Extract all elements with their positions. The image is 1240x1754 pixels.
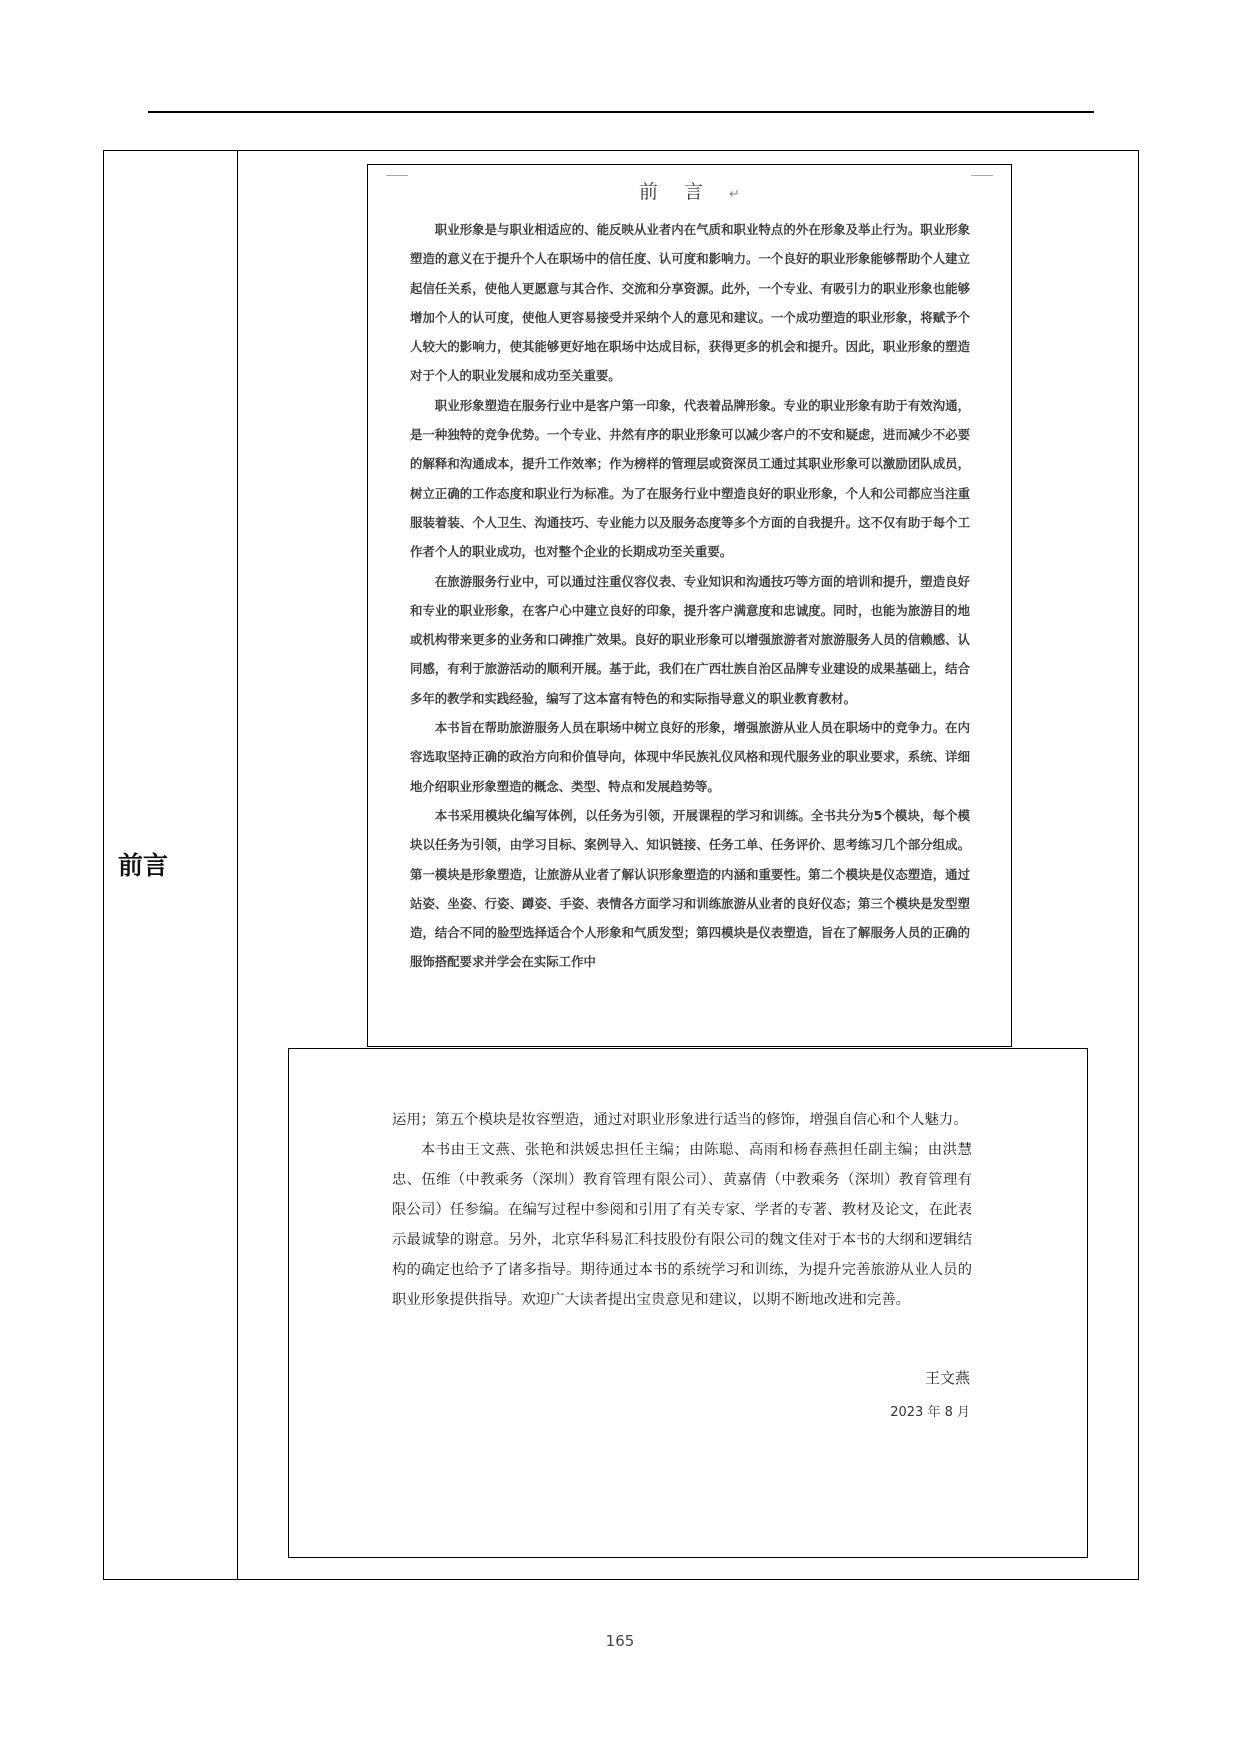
text-paragraph: 本书由王文燕、张艳和洪媛忠担任主编；由陈聪、高雨和杨春燕担任副主编；由洪慧忠、伍维（中教乘务（深圳）教育管理有限公司）、黄嘉倩（中教乘务（深圳）教育管理有限公司）任参编。在编写过程中参阅和引用了有关专家、学者的专著、教材及论文，在此表示最诚挚的谢意。另外，北京华科易汇科技股份有限公司的魏文佳对于本书的大纲和逻辑结构的确定也给予了诸多指导。期待通过本书的系统学习和训练，为提升完善旅游从业人员的职业形象提供指导。欢迎广大读者提出宝贵意见和建议，以期不断地改进和完善。 bbox=[392, 1142, 972, 1308]
scan-paragraph: 职业形象是与职业相适应的、能反映从业者内在气质和职业特点的外在形象及举止行为。职业形象塑造的意义在于提升个人在职场中的信任度、认可度和影响力。一个良好的职业形象能够帮助个人建立起信任关系，使他人更愿意与其合作、交流和分享资源。此外，一个专业、有吸引力的职业形象也能够增加个人的认可度，使他人更容易接受并采纳个人的意见和建议。一个成功塑造的职业形象，将赋予个人较大的影响力，使其能够更好地在职场中达成目标，获得更多的机会和提升。因此，职业形象的塑造对于个人的职业发展和成功至关重要。 bbox=[410, 222, 970, 384]
header-rule bbox=[148, 111, 1094, 113]
scan-paragraph: 在旅游服务行业中，可以通过注重仪容仪表、专业知识和沟通技巧等方面的培训和提升，塑造良好和专业的职业形象，在客户心中建立良好的印象，提升客户满意度和忠诚度。同时，也能为旅游目的地或机构带来更多的业务和口碑推广效果。良好的职业形象可以增强旅游者对旅游服务人员的信赖感、认同感，有利于旅游活动的顺利开展。基于此，我们在广西壮族自治区品牌专业建设的成果基础上，结合多年的教学和实践经验，编写了这本富有特色的和实际指导意义的职业教育教材。 bbox=[410, 573, 970, 706]
scanned-preface-page bbox=[367, 164, 1012, 1047]
scan-paragraph: 本书旨在帮助旅游服务人员在职场中树立良好的形象，增强旅游从业人员在职场中的竞争力。在内容选取坚持正确的政治方向和价值导向，体现中华民族礼仪风格和现代服务业的职业要求，系统、详细地介绍职业形象塑造的概念、类型、特点和发展趋势等。 bbox=[410, 720, 970, 794]
page-number: 165 bbox=[605, 1632, 635, 1650]
author-signature: 王文燕 bbox=[924, 1369, 970, 1387]
scan-title-text: 前言 bbox=[639, 181, 730, 203]
preface-continuation bbox=[288, 1048, 1088, 1558]
text-body bbox=[392, 1105, 972, 1315]
section-label: 前言 bbox=[118, 851, 169, 880]
corner-mark bbox=[386, 167, 408, 176]
signature-date: 2023 年 8 月 bbox=[890, 1405, 970, 1420]
paragraph-mark: ↵ bbox=[729, 187, 740, 202]
scan-title bbox=[368, 177, 1011, 204]
scan-paragraph: 职业形象塑造在服务行业中是客户第一印象，代表着品牌形象。专业的职业形象有助于有效沟通，是一种独特的竞争优势。一个专业、井然有序的职业形象可以减少客户的不安和疑虑，进而减少不必要的解释和沟通成本，提升工作效率；作为榜样的管理层或资深员工通过其职业形象可以激励团队成员，树立正确的工作态度和职业行为标准。为了在服务行业中塑造良好的职业形象，个人和公司都应当注重服装着装、个人卫生、沟通技巧、专业能力以及服务态度等多个方面的自我提升。这不仅有助于每个工作者个人的职业成功，也对整个企业的长期成功至关重要。 bbox=[410, 397, 970, 560]
scan-paragraph: 本书采用模块化编写体例，以任务为引领，开展课程的学习和训练。全书共分为5个模块，每个模块以任务为引领，由学习目标、案例导入、知识链接、任务工单、任务评价、思考练习几个部分组成。第一模块是形象塑造，让旅游从业者了解认识形象塑造的内涵和重要性。第二个模块是仪态塑造，通过站姿、坐姿、行姿、蹲姿、手姿、表情各方面学习和训练旅游从业者的良好仪态；第三个模块是发型塑造，结合不同的脸型选择适合个人形象和气质发型；第四模块是仪表塑造，旨在了解服务人员的正确的服饰搭配要求并学会在实际工作中 bbox=[410, 807, 970, 970]
scan-body bbox=[410, 215, 970, 977]
text-paragraph: 运用；第五个模块是妆容塑造，通过对职业形象进行适当的修饰，增强自信心和个人魅力。 bbox=[392, 1112, 968, 1128]
corner-mark bbox=[971, 167, 993, 176]
column-divider bbox=[237, 151, 238, 1579]
